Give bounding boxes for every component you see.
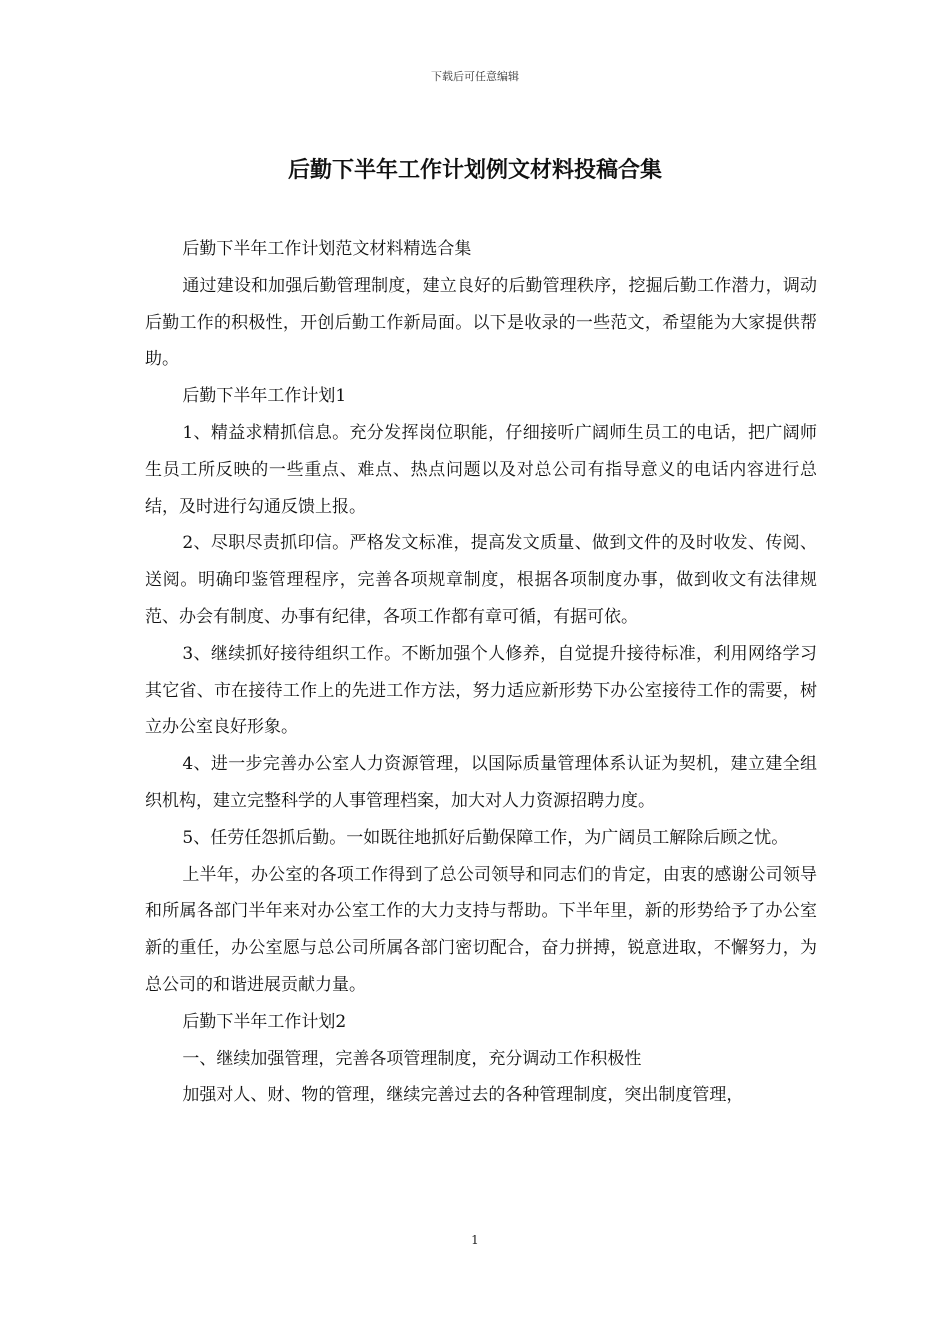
paragraph-item-2: 2、尽职尽责抓印信。严格发文标准，提高发文质量、做到文件的及时收发、传阅、送阅。明确印鉴管理程序，完善各项规章制度，根据各项制度办事，做到收文有法律规范、办会有制度、办事有纪律，各项工作都有章可循，有据可依。 — [145, 533, 817, 627]
page-number: 1 — [471, 1233, 479, 1247]
paragraph-intro: 通过建设和加强后勤管理制度，建立良好的后勤管理秩序，挖掘后勤工作潜力，调动后勤工作的积极性，开创后勤工作新局面。以下是收录的一些范文，希望能为大家提供帮助。 — [145, 275, 817, 370]
paragraph-section-one-heading: 一、继续加强管理，完善各项管理制度，充分调动工作积极性 — [182, 1048, 642, 1069]
paragraph-section-one-body: 加强对人、财、物的管理，继续完善过去的各种管理制度，突出制度管理， — [182, 1085, 744, 1106]
paragraph-plan2-heading: 后勤下半年工作计划2 — [182, 1011, 347, 1032]
paragraph-item-4: 4、进一步完善办公室人力资源管理，以国际质量管理体系认证为契机，建立建全组织机构，建立完整科学的人事管理档案，加大对人力资源招聘力度。 — [145, 754, 817, 811]
paragraph-item-5: 5、任劳任怨抓后勤。一如既往地抓好后勤保障工作，为广阔员工解除后顾之忧。 — [182, 827, 789, 848]
paragraph-subtitle: 后勤下半年工作计划范文材料精选合集 — [182, 239, 472, 259]
document-body — [145, 231, 817, 1114]
paragraph-plan1-heading: 后勤下半年工作计划1 — [182, 386, 347, 407]
paragraph-item-1: 1、精益求精抓信息。充分发挥岗位职能，仔细接听广阔师生员工的电话，把广阔师生员工所反映的一些重点、难点、热点问题以及对总公司有指导意义的电话内容进行总结，及时进行勾通反馈上报。 — [145, 422, 817, 517]
paragraph-item-3: 3、继续抓好接待组织工作。不断加强个人修养，自觉提升接待标准，利用网络学习其它省、市在接待工作上的先进工作方法，努力适应新形势下办公室接待工作的需要，树立办公室良好形象。 — [145, 643, 817, 738]
paragraph-summary: 上半年，办公室的各项工作得到了总公司领导和同志们的肯定，由衷的感谢公司领导和所属各部门半年来对办公室工作的大力支持与帮助。下半年里，新的形势给予了办公室新的重任，办公室愿与总公司所属各部门密切配合，奋力拼搏，锐意进取，不懈努力，为总公司的和谐进展贡献力量。 — [145, 864, 817, 995]
document-title: 后勤下半年工作计划例文材料投稿合集 — [287, 158, 662, 183]
header-note: 下载后可任意编辑 — [431, 70, 519, 83]
